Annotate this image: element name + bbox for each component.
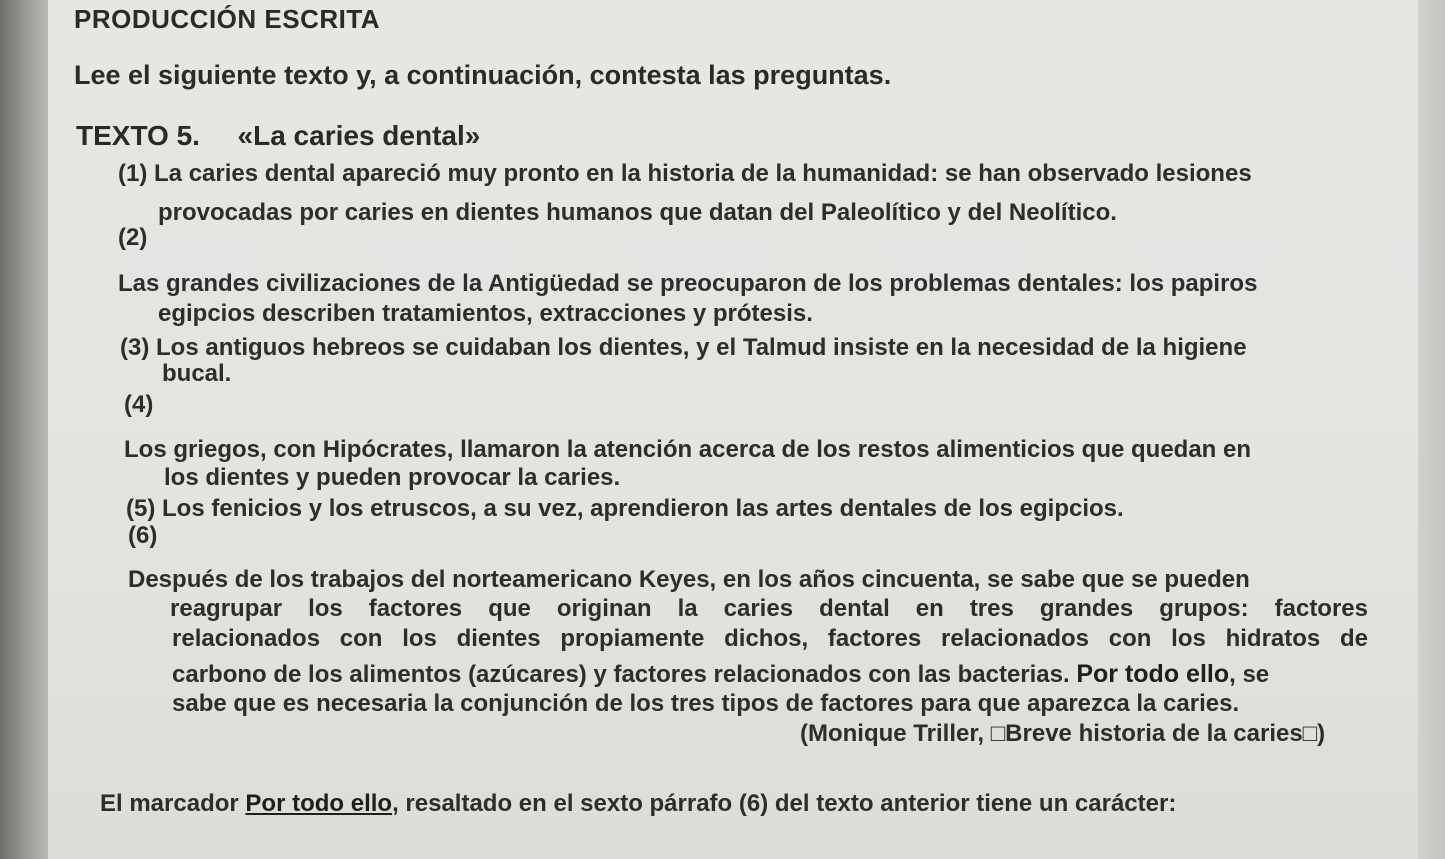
source-citation: (Monique Triller, □Breve historia de la caries□) — [800, 720, 1326, 747]
paragraph-1-line-1 — [118, 160, 1252, 188]
paragraph-3-line-1 — [120, 334, 1247, 362]
paragraph-6-line-4-text: carbono de los alimentos (azúcares) y factores relacionados con las bacterias. — [172, 661, 1070, 688]
question-text-start: El marcador — [100, 790, 239, 817]
section-heading: PRODUCCIÓN ESCRITA — [74, 4, 381, 34]
paragraph-1-marker: (1) — [118, 160, 148, 187]
paragraph-2-marker: (2) — [118, 224, 148, 251]
monitor-bezel-right — [1415, 0, 1445, 859]
paragraph-5-line-1 — [126, 495, 1124, 523]
text-title-name: «La caries dental» — [237, 120, 481, 151]
paragraph-6-line-2: reagrupar los factores que originan la caries dental en tres grandes grupos: factores — [170, 595, 1368, 622]
paragraph-5-text: Los fenicios y los etruscos, a su vez, aprendieron las artes dentales de los egipcios. — [162, 495, 1124, 522]
text-title — [76, 120, 480, 152]
question-text — [100, 790, 1176, 818]
paragraph-2-line-1: Las grandes civilizaciones de la Antigüedad se preocuparon de los problemas dentales: los papiros — [118, 270, 1258, 297]
paragraph-6-line-1: Después de los trabajos del norteamericano Keyes, en los años cincuenta, se sabe que se pueden — [128, 566, 1250, 593]
paragraph-3-text: Los antiguos hebreos se cuidaban los dientes, y el Talmud insiste en la necesidad de la higiene — [156, 334, 1247, 361]
paragraph-2-line-2: egipcios describen tratamientos, extracciones y prótesis. — [158, 300, 813, 327]
paragraph-6-line-5: sabe que es necesaria la conjunción de los tres tipos de factores para que aparezca la caries. — [172, 690, 1240, 717]
paragraph-1-text: La caries dental apareció muy pronto en la historia de la humanidad: se han observado lesiones — [154, 160, 1252, 187]
question-text-end: , resaltado en el sexto párrafo (6) del texto anterior tiene un carácter: — [392, 790, 1177, 817]
paragraph-3-line-2: bucal. — [162, 360, 232, 387]
instruction-text: Lee el siguiente texto y, a continuación, contesta las preguntas. — [74, 60, 892, 90]
paragraph-4-marker: (4) — [124, 391, 154, 418]
paragraph-4-line-1: Los griegos, con Hipócrates, llamaron la atención acerca de los restos alimenticios que quedan en — [124, 436, 1252, 463]
document-page — [48, 0, 1418, 859]
paragraph-4-line-2: los dientes y pueden provocar la caries. — [164, 464, 621, 491]
paragraph-5-marker: (5) — [126, 495, 156, 522]
paragraph-6-marker: (6) — [128, 522, 158, 549]
text-label: TEXTO 5. — [76, 120, 200, 151]
paragraph-1-line-2: provocadas por caries en dientes humanos que datan del Paleolítico y del Neolítico. — [158, 199, 1117, 226]
paragraph-6-line-4 — [172, 660, 1269, 689]
monitor-bezel-left — [0, 0, 48, 859]
paragraph-3-marker: (3) — [120, 334, 150, 361]
paragraph-6-line-4-end: , se — [1229, 661, 1270, 688]
paragraph-6-highlight-marker: Por todo ello — [1076, 660, 1230, 688]
paragraph-6-line-3: relacionados con los dientes propiamente dichos, factores relacionados con los hidratos de — [172, 625, 1368, 652]
question-highlight-marker: Por todo ello — [245, 790, 393, 817]
